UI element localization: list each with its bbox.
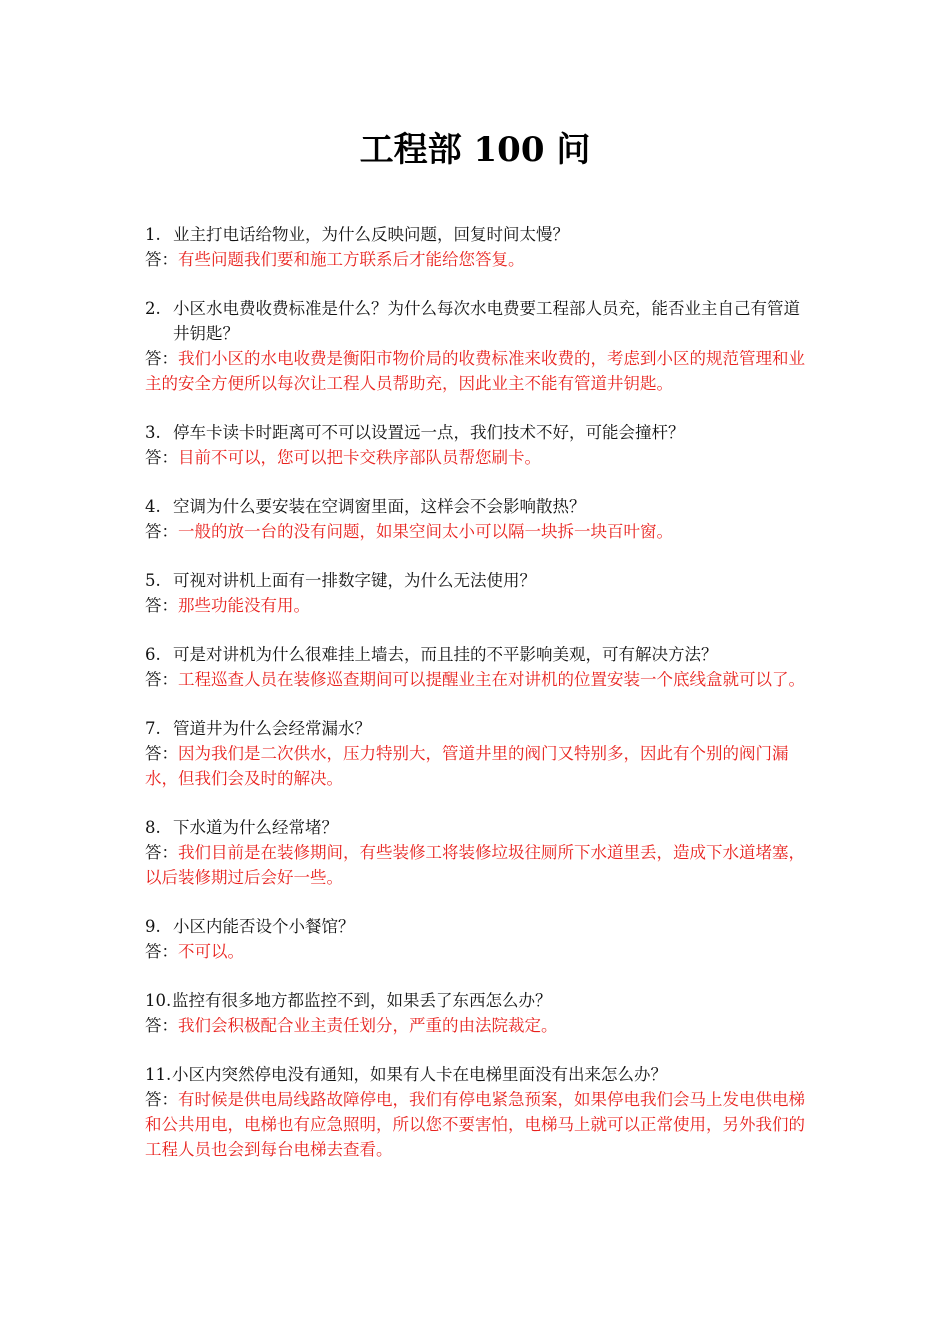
answer — [145, 346, 810, 396]
answer-text: 因为我们是二次供水，压力特别大，管道井里的阀门又特别多，因此有个别的阀门漏水，但我们会及时的解决。 — [145, 744, 789, 788]
answer-text: 工程巡查人员在装修巡查期间可以提醒业主在对讲机的位置安装一个底线盒就可以了。 — [178, 670, 805, 689]
answer — [145, 519, 810, 544]
qa-item — [145, 914, 810, 964]
question — [145, 716, 810, 741]
answer — [145, 840, 810, 890]
answer — [145, 1013, 810, 1038]
answer-prefix: 答： — [145, 843, 178, 862]
question-text: 可视对讲机上面有一排数字键，为什么无法使用？ — [173, 571, 536, 590]
answer — [145, 1087, 810, 1162]
qa-item — [145, 716, 810, 791]
question — [145, 568, 810, 593]
answer-prefix: 答： — [145, 744, 178, 763]
qa-item — [145, 1062, 810, 1162]
question — [145, 420, 810, 445]
answer-text: 不可以。 — [178, 942, 244, 961]
question-number: 6. — [145, 645, 161, 664]
question-number: 1. — [145, 225, 161, 244]
answer-text: 那些功能没有用。 — [178, 596, 310, 615]
answer — [145, 445, 810, 470]
answer-prefix: 答： — [145, 349, 178, 368]
answer-prefix: 答： — [145, 448, 178, 467]
answer-text: 有些问题我们要和施工方联系后才能给您答复。 — [178, 250, 525, 269]
answer-prefix: 答： — [145, 1016, 178, 1035]
qa-item — [145, 988, 810, 1038]
answer-prefix: 答： — [145, 596, 178, 615]
question-number: 9. — [145, 917, 161, 936]
question-number: 2. — [145, 299, 161, 318]
question — [145, 1062, 810, 1087]
answer — [145, 939, 810, 964]
question-number: 11. — [145, 1065, 172, 1084]
question — [145, 815, 810, 840]
question-number: 8. — [145, 818, 161, 837]
qa-item — [145, 222, 810, 272]
answer — [145, 667, 810, 692]
qa-item — [145, 296, 810, 396]
question-text: 可是对讲机为什么很难挂上墙去，而且挂的不平影响美观，可有解决方法？ — [173, 645, 718, 664]
question — [145, 296, 810, 346]
qa-item — [145, 568, 810, 618]
question — [145, 988, 810, 1013]
answer-text: 我们小区的水电收费是衡阳市物价局的收费标准来收费的，考虑到小区的规范管理和业主的安全方便所以每次让工程人员帮助充，因此业主不能有管道井钥匙。 — [145, 349, 805, 393]
answer-text: 我们会积极配合业主责任划分，严重的由法院裁定。 — [178, 1016, 558, 1035]
question-text: 业主打电话给物业，为什么反映问题，回复时间太慢？ — [173, 225, 569, 244]
answer-text: 我们目前是在装修期间，有些装修工将装修垃圾往厕所下水道里丢，造成下水道堵塞，以后装修期过后会好一些。 — [145, 843, 805, 887]
question-text: 监控有很多地方都监控不到，如果丢了东西怎么办？ — [172, 991, 552, 1010]
answer-prefix: 答： — [145, 670, 178, 689]
question — [145, 914, 810, 939]
qa-item — [145, 420, 810, 470]
answer — [145, 593, 810, 618]
answer-text: 有时候是供电局线路故障停电，我们有停电紧急预案，如果停电我们会马上发电供电梯和公共用电，电梯也有应急照明，所以您不要害怕，电梯马上就可以正常使用，另外我们的工程人员也会到每台电梯去查看。 — [145, 1090, 805, 1159]
question-text: 下水道为什么经常堵？ — [173, 818, 338, 837]
question-number: 4. — [145, 497, 161, 516]
question — [145, 494, 810, 519]
question — [145, 222, 810, 247]
page-title: 工程部 100 问 — [359, 130, 591, 170]
question-text: 小区内能否设个小餐馆？ — [173, 917, 355, 936]
question — [145, 642, 810, 667]
qa-item — [145, 642, 810, 692]
question-text: 管道井为什么会经常漏水？ — [173, 719, 371, 738]
qa-list — [145, 222, 810, 1186]
qa-item — [145, 494, 810, 544]
answer-prefix: 答： — [145, 250, 178, 269]
question-text: 小区内突然停电没有通知，如果有人卡在电梯里面没有出来怎么办？ — [172, 1065, 667, 1084]
answer-prefix: 答： — [145, 1090, 178, 1109]
qa-item — [145, 815, 810, 890]
question-text: 小区水电费收费标准是什么？为什么每次水电费要工程部人员充，能否业主自己有管道井钥匙？ — [173, 299, 800, 343]
question-text: 停车卡读卡时距离可不可以设置远一点，我们技术不好，可能会撞杆？ — [173, 423, 685, 442]
answer-text: 目前不可以，您可以把卡交秩序部队员帮您刷卡。 — [178, 448, 541, 467]
question-number: 5. — [145, 571, 161, 590]
question-text: 空调为什么要安装在空调窗里面，这样会不会影响散热？ — [173, 497, 586, 516]
answer — [145, 741, 810, 791]
answer-prefix: 答： — [145, 942, 178, 961]
question-number: 3. — [145, 423, 161, 442]
answer-text: 一般的放一台的没有问题，如果空间太小可以隔一块拆一块百叶窗。 — [178, 522, 673, 541]
question-number: 7. — [145, 719, 161, 738]
answer-prefix: 答： — [145, 522, 178, 541]
answer — [145, 247, 810, 272]
question-number: 10. — [145, 991, 172, 1010]
